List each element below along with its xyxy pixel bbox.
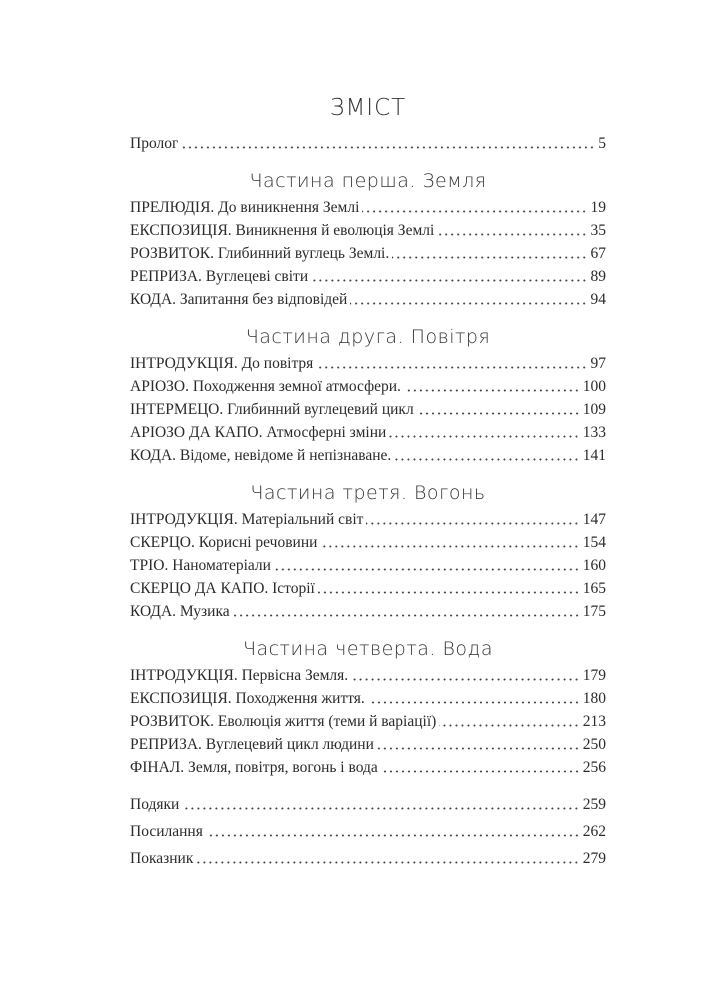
dot-leader (394, 458, 579, 461)
dot-leader (316, 366, 587, 369)
entry-label: РЕПРИЗА. Вуглецеві світи (130, 268, 309, 285)
dot-leader (351, 678, 580, 681)
toc-part (130, 323, 606, 467)
entry-label: РЕПРИЗА. Вуглецевий цикл людини (130, 736, 374, 753)
page-title: ЗМІСТ (329, 95, 407, 121)
toc-entry[interactable] (130, 793, 606, 816)
entry-page: 165 (582, 580, 606, 597)
toc-part (130, 479, 606, 623)
toc-entry[interactable] (130, 531, 606, 554)
entry-label: ЕКСПОЗИЦІЯ. Походження життя. (130, 690, 365, 707)
toc-entry[interactable] (130, 288, 606, 311)
toc-entry[interactable] (130, 242, 606, 265)
toc-entry[interactable] (130, 733, 606, 756)
toc-part (130, 167, 606, 311)
dot-leader (318, 591, 580, 594)
part-heading: Частина третя. Вогонь (250, 482, 486, 504)
entry-page: 259 (582, 796, 606, 813)
entry-page: 19 (590, 199, 606, 216)
entry-label: ЕКСПОЗИЦІЯ. Виникнення й еволюція Землі (130, 222, 435, 239)
entry-page: 279 (582, 850, 606, 867)
entry-page: 97 (590, 355, 606, 372)
dot-leader (377, 747, 580, 750)
dot-leader (368, 701, 580, 704)
dot-leader (233, 614, 580, 617)
entry-page: 160 (582, 557, 606, 574)
toc-entry[interactable] (130, 196, 606, 219)
entry-label: РОЗВИТОК. Еволюція життя (теми й варіації) (130, 713, 437, 730)
toc-entry[interactable] (130, 554, 606, 577)
toc-entry[interactable] (130, 375, 606, 398)
dot-leader (311, 279, 587, 282)
part-heading: Частина перша. Земля (249, 170, 487, 192)
dot-leader (392, 256, 587, 259)
toc-entry[interactable] (130, 664, 606, 687)
dot-leader (196, 861, 579, 864)
entry-label: ФІНАЛ. Земля, повітря, вогонь і вода (130, 759, 378, 776)
entry-page: 5 (598, 135, 606, 152)
entry-page: 175 (582, 603, 606, 620)
entry-label: ІНТРОДУКЦІЯ. До повітря (130, 355, 314, 372)
entry-page: 35 (590, 222, 606, 239)
entry-page: 256 (582, 759, 606, 776)
dot-leader (274, 568, 580, 571)
dot-leader (366, 522, 579, 525)
toc-entry[interactable] (130, 398, 606, 421)
entry-page: 133 (582, 424, 606, 441)
part-heading: Частина четверта. Вода (242, 638, 494, 660)
toc-entry[interactable] (130, 577, 606, 600)
entry-label: КОДА. Музика (130, 603, 230, 620)
dot-leader (350, 302, 587, 305)
entry-label: СКЕРЦО. Корисні речовини (130, 534, 318, 551)
entry-label: АРІОЗО ДА КАПО. Атмосферні зміни (130, 424, 387, 441)
entry-label: Подяки (130, 796, 180, 813)
entry-label: Пролог (130, 135, 179, 152)
part-heading: Частина друга. Повітря (245, 326, 491, 348)
dot-leader (404, 389, 580, 392)
entry-page: 180 (582, 690, 606, 707)
entry-page: 213 (582, 713, 606, 730)
toc-entry[interactable] (130, 600, 606, 623)
toc-entry[interactable] (130, 508, 606, 531)
toc-entry[interactable] (130, 219, 606, 242)
toc-entry[interactable] (130, 687, 606, 710)
entry-page: 94 (590, 291, 606, 308)
entry-page: 250 (582, 736, 606, 753)
entry-label: Показник (130, 850, 194, 867)
dot-leader (181, 146, 595, 149)
toc-entry[interactable] (130, 421, 606, 444)
entry-label: ІНТЕРМЕЦО. Глибинний вуглецевий цикл (130, 401, 414, 418)
toc-entry[interactable] (130, 820, 606, 843)
dot-leader (437, 233, 587, 236)
toc-entry[interactable] (130, 847, 606, 870)
entry-label: ІНТРОДУКЦІЯ. Матеріальний світ (130, 511, 364, 528)
toc-part (130, 635, 606, 779)
dot-leader (362, 210, 587, 213)
entry-page: 141 (582, 447, 606, 464)
entry-page: 179 (582, 667, 606, 684)
entry-label: РОЗВИТОК. Глибинний вуглець Землі. (130, 245, 390, 262)
toc-entry[interactable] (130, 756, 606, 779)
dot-leader (389, 435, 579, 438)
dot-leader (439, 724, 579, 727)
entry-label: КОДА. Запитання без відповідей (130, 291, 348, 308)
entry-page: 154 (582, 534, 606, 551)
dot-leader (206, 834, 580, 837)
toc-entry-prologue[interactable] (130, 132, 606, 155)
dot-leader (381, 770, 580, 773)
entry-label: ІНТРОДУКЦІЯ. Первісна Земля. (130, 667, 349, 684)
entry-label: ТРІО. Наноматеріали (130, 557, 271, 574)
dot-leader (417, 412, 580, 415)
toc-entry[interactable] (130, 265, 606, 288)
toc-entry[interactable] (130, 352, 606, 375)
entry-page: 147 (582, 511, 606, 528)
entry-label: Посилання (130, 823, 203, 840)
entry-label: АРІОЗО. Походження земної атмосфери. (130, 378, 401, 395)
entry-page: 109 (582, 401, 606, 418)
entry-page: 67 (590, 245, 606, 262)
entry-page: 100 (582, 378, 606, 395)
entry-label: ПРЕЛЮДІЯ. До виникнення Землі (130, 199, 360, 216)
dot-leader (182, 807, 579, 810)
entry-page: 89 (590, 268, 606, 285)
entry-label: КОДА. Відоме, невідоме й непізнаване. (130, 447, 392, 464)
dot-leader (320, 545, 579, 548)
toc-entry[interactable] (130, 710, 606, 733)
entry-page: 262 (582, 823, 606, 840)
entry-label: СКЕРЦО ДА КАПО. Історії (130, 580, 315, 597)
toc-entry[interactable] (130, 444, 606, 467)
table-of-contents (130, 88, 606, 870)
